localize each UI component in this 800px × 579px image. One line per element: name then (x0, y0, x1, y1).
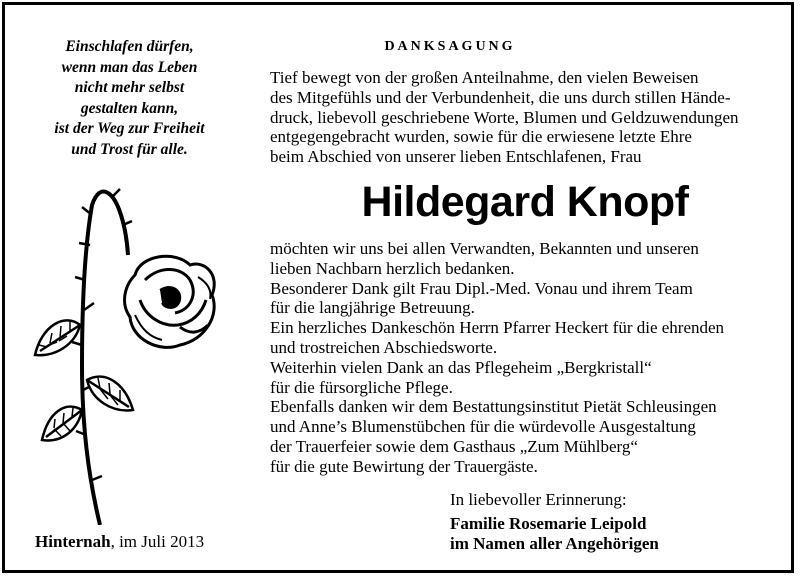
thanks-paragraph (270, 239, 724, 477)
heading-danksagung: DANKSAGUNG (384, 39, 516, 54)
deceased-name: Hildegard Knopf (361, 178, 689, 226)
poem-line: gestalten kann, (80, 99, 179, 117)
date-text: , im Juli 2013 (110, 532, 205, 551)
family-signature (450, 514, 659, 554)
thanks-line: und Anne’s Blumenstübchen für die würdevolle Ausgestaltung (270, 417, 696, 437)
poem-line: nicht mehr selbst (74, 79, 185, 96)
thanks-line: der Trauerfeier sowie dem Gasthaus „Zum Mühlberg“ (270, 436, 638, 456)
thanks-line: Besonderer Dank gilt Frau Dipl.-Med. Vonau und ihrem Team (270, 278, 693, 298)
poem-line: wenn man das Leben (61, 58, 198, 76)
family-name: Familie Rosemarie Leipold (450, 514, 647, 533)
family-relatives: im Namen aller Angehörigen (450, 534, 659, 553)
poem (27, 37, 232, 160)
thanks-line: lieben Nachbarn herzlich bedanken. (270, 258, 515, 278)
poem-line: Einschlafen dürfen, (65, 38, 194, 55)
place-name: Hinternah (35, 532, 111, 551)
thanks-line: für die langjährige Betreuung. (270, 298, 475, 318)
thanks-line: Weiterhin vielen Dank an das Pflegeheim „Bergkristall“ (270, 357, 652, 377)
thanks-line: für die gute Bewirtung der Trauergäste. (270, 456, 538, 476)
thanks-line: für die fürsorgliche Pflege. (270, 377, 453, 397)
intro-paragraph (270, 68, 739, 167)
memory-line: In liebevoller Erinnerung: (450, 490, 627, 509)
wilted-rose-icon (30, 185, 225, 525)
intro-line: Tief bewegt von der großen Anteilnahme, den vielen Beweisen (270, 68, 699, 87)
thanks-line: Ebenfalls danken wir dem Bestattungsinstitut Pietät Schleusingen (270, 397, 717, 417)
poem-line: und Trost für alle. (71, 140, 188, 158)
obituary-frame (2, 2, 794, 573)
intro-line: beim Abschied von unserer lieben Entschlafenen, Frau (270, 147, 642, 167)
intro-line: entgegengebracht wurden, sowie für die erwiesene letzte Ehre (270, 127, 692, 147)
poem-line: ist der Weg zur Freiheit (54, 120, 205, 137)
thanks-line: und trostreichen Abschiedsworte. (270, 337, 498, 357)
thanks-line: möchten wir uns bei allen Verwandten, Bekannten und unseren (270, 239, 699, 258)
intro-line: des Mitgefühls und der Verbundenheit, die uns durch stillen Hände- (270, 87, 731, 107)
place-date (35, 532, 204, 552)
intro-line: druck, liebevoll geschriebene Worte, Blumen und Geldzuwendungen (270, 107, 739, 127)
thanks-line: Ein herzliches Dankeschön Herrn Pfarrer Heckert für die ehrenden (270, 318, 725, 338)
